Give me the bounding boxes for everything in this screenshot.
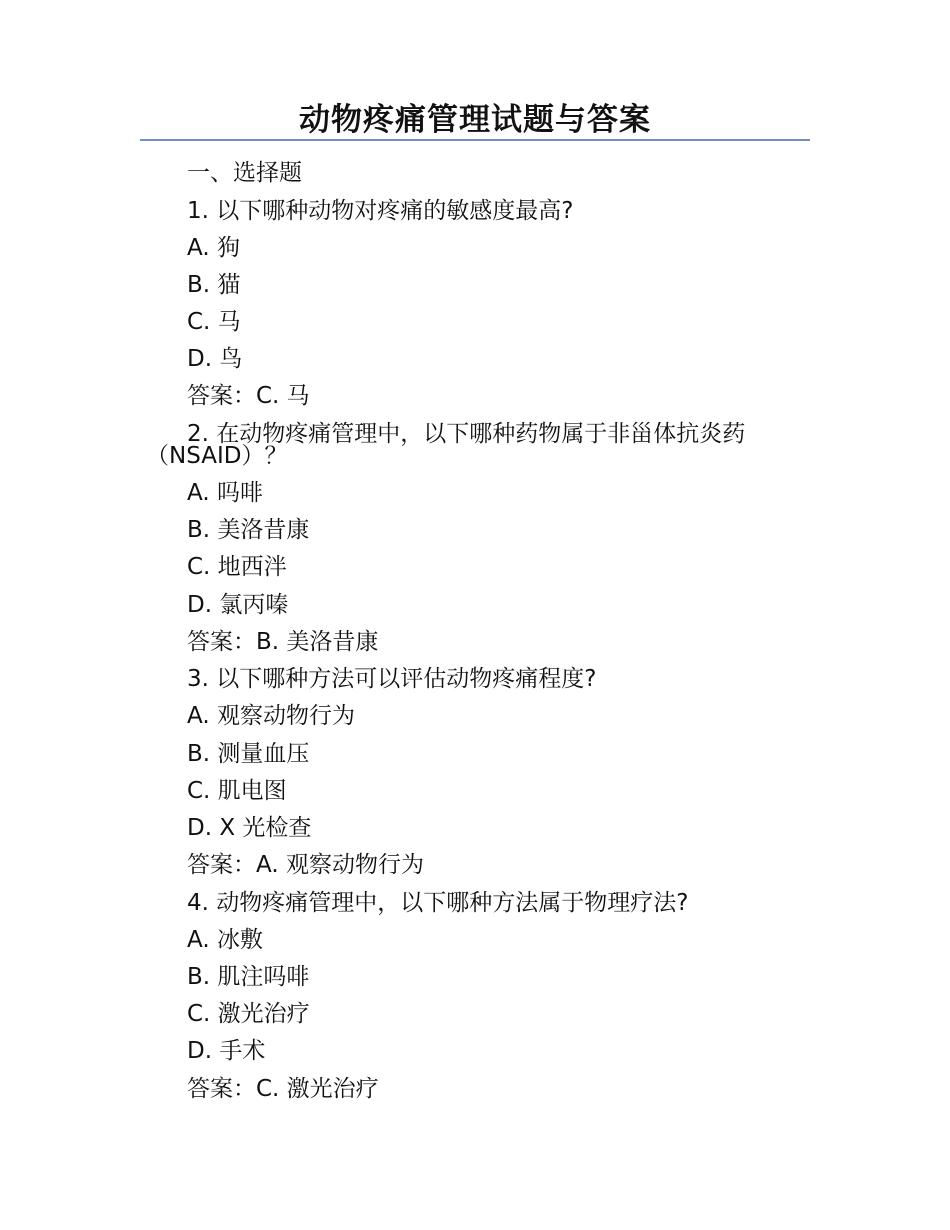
question-3-answer: 答案：A. 观察动物行为 [187, 852, 424, 878]
question-4-option-a: A. 冰敷 [187, 927, 263, 953]
document-title: 动物疼痛管理试题与答案 [299, 102, 651, 138]
question-4-answer: 答案：C. 激光治疗 [187, 1076, 379, 1102]
question-2-option-b: B. 美洛昔康 [187, 517, 310, 543]
question-1-option-c: C. 马 [187, 309, 241, 335]
question-2-option-c: C. 地西泮 [187, 554, 287, 580]
question-3-option-d: D. X 光检查 [187, 815, 312, 841]
question-4-option-b: B. 肌注吗啡 [187, 964, 310, 990]
question-1-option-a: A. 狗 [187, 235, 240, 261]
question-4-stem: 4. 动物疼痛管理中，以下哪种方法属于物理疗法? [187, 890, 689, 916]
question-3-option-b: B. 测量血压 [187, 741, 310, 767]
question-3-option-a: A. 观察动物行为 [187, 703, 355, 729]
question-3-stem: 3. 以下哪种方法可以评估动物疼痛程度? [187, 666, 597, 692]
question-4-option-d: D. 手术 [187, 1038, 266, 1064]
question-2-option-a: A. 吗啡 [187, 480, 263, 506]
section-heading: 一、选择题 [187, 160, 302, 186]
question-2-option-d: D. 氯丙嗪 [187, 592, 289, 618]
question-2-stem-line1: 2. 在动物疼痛管理中，以下哪种药物属于非甾体抗炎药 [187, 421, 746, 447]
question-2-stem-line2: （NSAID）？ [146, 443, 288, 469]
question-3-option-c: C. 肌电图 [187, 778, 287, 804]
question-1-answer: 答案：C. 马 [187, 383, 310, 409]
question-2-answer: 答案：B. 美洛昔康 [187, 629, 379, 655]
question-1-stem: 1. 以下哪种动物对疼痛的敏感度最高? [187, 198, 574, 224]
question-4-option-c: C. 激光治疗 [187, 1001, 310, 1027]
question-1-option-b: B. 猫 [187, 272, 241, 298]
question-1-option-d: D. 鸟 [187, 346, 243, 372]
